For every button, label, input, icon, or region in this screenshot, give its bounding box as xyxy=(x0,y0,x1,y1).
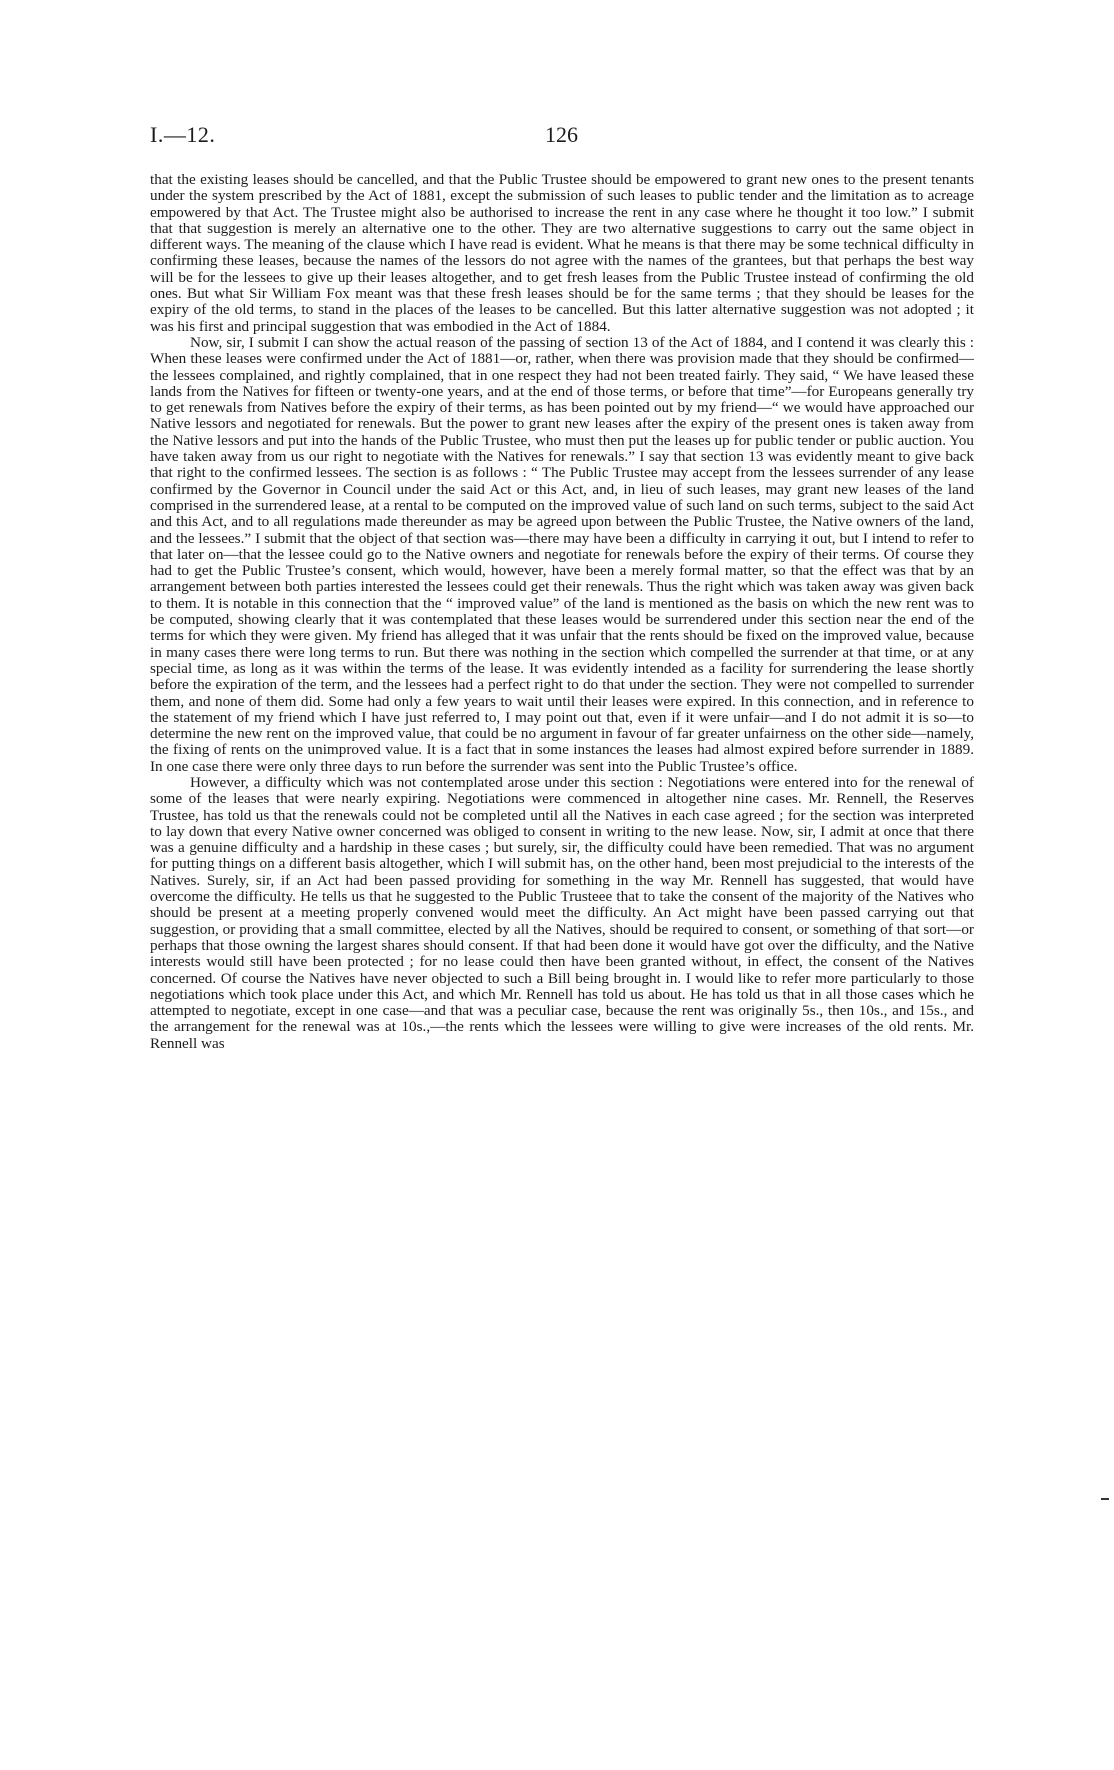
page-number: 126 xyxy=(545,122,578,147)
paragraph-difficulty: However, a difficulty which was not contemplated arose under this section : Negotiations were entered into for the renewal of some of the leases that were nearly expiring. Negotiations were commenced in altogether nine cases. Mr. Rennell, the Reserves Trustee, has told us that the renewals could not be completed until all the Natives in each case agreed ; for the section was interpreted to lay down that every Native owner concerned was obliged to consent in writing to the new lease. Now, sir, I admit at once that there was a genuine difficulty and a hardship in these cases ; but surely, sir, the difficulty could have been remedied. That was no argument for putting things on a different basis altogether, which I will submit has, on the other hand, been most prejudicial to the interests of the Natives. Surely, sir, if an Act had been passed providing for something in the way Mr. Rennell has suggested, that would have overcome the difficulty. He tells us that he suggested to the Public Trusteee that to take the consent of the majority of the Natives who should be present at a meeting properly convened would meet the difficulty. An Act might have been passed carrying out that suggestion, or providing that a small committee, elected by all the Natives, should be required to consent, or something of that sort—or perhaps that those owning the largest shares should consent. If that had been done it would have got over the difficulty, and the Native interests would still have been protected ; for no lease could then have been granted without, in effect, the consent of the Natives concerned. Of course the Natives have never objected to such a Bill being brought in. I would like to refer more particularly to those negotiations which took place under this Act, and which Mr. Rennell has told us about. He has told us that in all those cases which he attempted to negotiate, except in one case—and that was a peculiar case, because the rent was originally 5s., then 10s., and 15s., and the arrangement for the renewal was at 10s.,—the rents which the lessees were willing to give were increases of the old rents. Mr. Rennell was xyxy=(150,773,974,1052)
margin-mark xyxy=(1101,1490,1109,1500)
page-header xyxy=(150,122,974,156)
paragraph-section-13: Now, sir, I submit I can show the actual reason of the passing of section 13 of the Act of 1884, and I contend it was clearly this : When these leases were confirmed under the Act of 1881—or, rather, when there was provision made that they should be confirmed—the lessees complained, and rightly complained, that in one respect they had not been treated fairly. They said, “ We have leased these lands from the Natives for fifteen or twenty-one years, and at the end of those terms, or before that time”—for Europeans generally try to get renewals from Natives before the expiry of their terms, as has been pointed out by my friend—“ we would have approached our Native lessors and negotiated for renewals. But the power to grant new leases after the expiry of the present ones is taken away from the Native lessors and put into the hands of the Public Trustee, who must then put the leases up for public tender or public auction. You have taken away from us our right to negotiate with the Natives for renewals.” I say that section 13 was evidently meant to give back that right to the confirmed lessees. The section is as follows : “ The Public Trustee may accept from the lessees surrender of any lease confirmed by the Governor in Council under the said Act or this Act, and, in lieu of such leases, may grant new leases of the land comprised in the surrendered lease, at a rental to be computed on the improved value of such land on such terms, subject to the said Act and this Act, and to all regulations made thereunder as may be agreed upon between the Public Trustee, the Native owners of the land, and the lessees.” I submit that the object of that section was—there may have been a difficulty in carrying it out, but I intend to refer to that later on—that the lessee could go to the Native owners and negotiate for renewals before the expiry of their terms. Of course they had to get the Public Trustee’s consent, which would, however, have been a merely formal matter, so that the effect was that by an arrangement between both parties interested the lessees could get their renewals. Thus the right which was taken away was given back to them. It is notable in this connection that the “ improved value” of the land is mentioned as the basis on which the new rent was to be computed, showing clearly that it was contemplated that these leases would be surrendered under this section near the end of the terms for which they were given. My friend has alleged that it was unfair that the rents should be fixed on the improved value, because in many cases there were long terms to run. But there was nothing in the section which compelled the surrender at that time, or at any special time, as long as it was within the terms of the lease. It was evidently intended as a facility for surrendering the lease shortly before the expiration of the term, and the lessees had a perfect right to do that under the section. They were not compelled to surrender them, and none of them did. Some had only a few years to wait until their leases were expired. In this connection, and in reference to the statement of my friend which I have just referred to, I may point out that, even if it were unfair—and I do not admit it is so—to determine the new rent on the improved value, that could be no argument in favour of far greater unfairness on the other side—namely, the fixing of rents on the unimproved value. It is a fact that in some instances the leases had almost expired before surrender in 1889. In one case there were only three days to run before the surrender was sent into the Public Trustee’s office. xyxy=(150,333,974,775)
paragraph-continuation: that the existing leases should be cancelled, and that the Public Trustee should be empowered to grant new ones to the present tenants under the system prescribed by the Act of 1881, except the submission of such leases to public tender and the limitation as to acreage empowered by that Act. The Trustee might also be authorised to increase the rent in any case where he thought it too low.” I submit that that suggestion is merely an alternative one to the other. They are two alternative suggestions to carry out the same object in different ways. The meaning of the clause which I have read is evident. What he means is that there may be some technical difficulty in confirming these leases, because the names of the lessors do not agree with the names of the grantees, but that perhaps the best way will be for the lessees to give up their leases altogether, and to get fresh leases from the Public Trustee instead of confirming the old ones. But what Sir William Fox meant was that these fresh leases should be for the same terms ; that they should be leases for the expiry of the old terms, to stand in the places of the leases to be cancelled. But this latter alternative suggestion was not adopted ; it was his first and principal suggestion that was embodied in the Act of 1884. xyxy=(150,171,974,335)
document-reference: I.—12. xyxy=(150,122,216,147)
body-text xyxy=(150,172,974,1052)
